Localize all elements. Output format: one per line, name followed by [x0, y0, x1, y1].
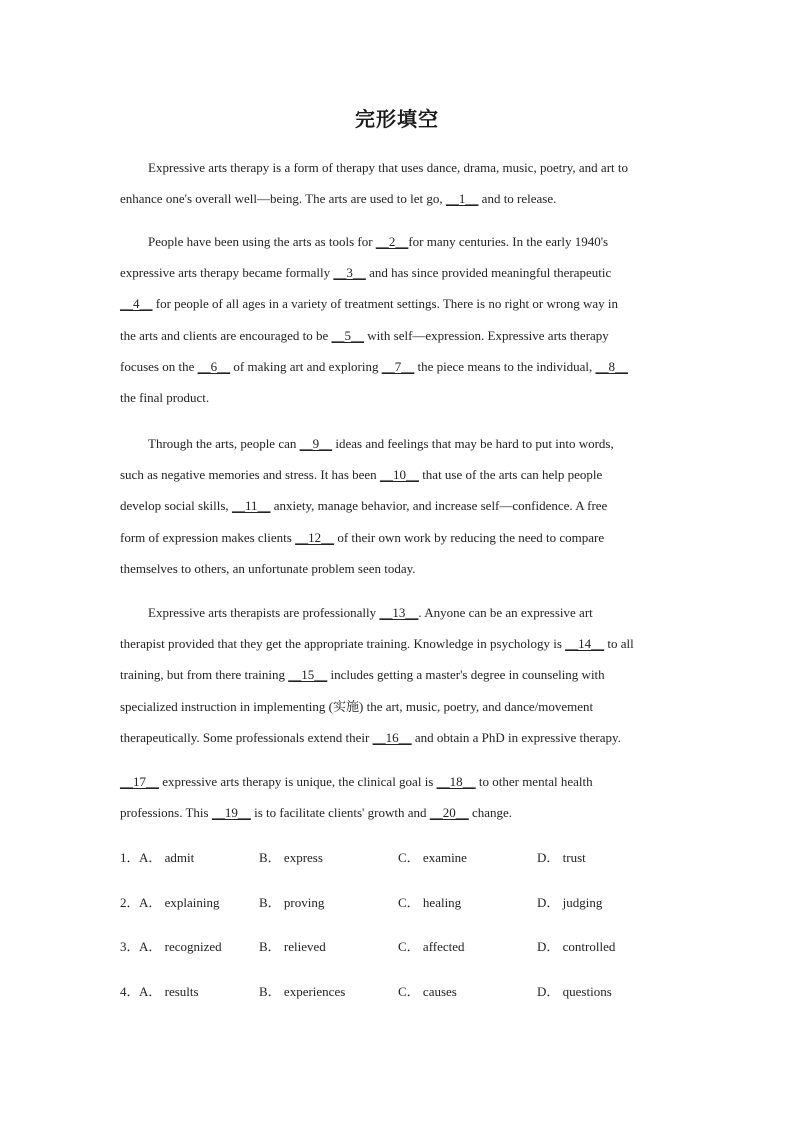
- passage-text: and to release.: [478, 191, 557, 207]
- passage-line: [120, 529, 680, 547]
- blank-16: __16__: [372, 729, 412, 745]
- blank-17: __17__: [120, 774, 159, 789]
- blank-13: __13__: [379, 605, 419, 620]
- option-a: A． results: [139, 984, 199, 999]
- passage-line: [148, 604, 708, 622]
- passage-line: [120, 698, 680, 716]
- passage-text: . Anyone can be an expressive art: [418, 605, 593, 620]
- passage-line: [148, 435, 708, 453]
- blank-2: __2__: [375, 234, 409, 249]
- passage-line: [120, 389, 680, 407]
- passage-text: form of expression makes clients: [120, 529, 296, 545]
- passage-text: focuses on the: [120, 358, 198, 374]
- passage-line: [120, 327, 680, 345]
- passage-text: professions. This: [120, 805, 212, 821]
- passage-text: develop social skills,: [120, 498, 232, 514]
- option-b: B． experiences: [259, 984, 346, 999]
- passage-text: and obtain a PhD in expressive therapy.: [411, 729, 621, 745]
- passage-text: for many centuries. In the early 1940's: [408, 234, 609, 249]
- passage-text: People have been using the arts as tools for: [148, 234, 376, 249]
- passage-text: themselves to others, an unfortunate problem seen today.: [120, 560, 416, 576]
- option-d: D． controlled: [537, 939, 616, 954]
- passage-text: the piece means to the individual,: [414, 358, 596, 374]
- passage-text: Through the arts, people can: [148, 436, 300, 451]
- question-number: 1．: [120, 850, 140, 865]
- option-c: C． examine: [398, 850, 467, 865]
- passage-line: [120, 497, 680, 515]
- passage-line: [120, 804, 680, 822]
- passage-text: that use of the arts can help people: [418, 467, 603, 483]
- passage-text: the final product.: [120, 390, 210, 405]
- passage-text: therapeutically. Some professionals extend their: [120, 729, 373, 745]
- blank-11: __11__: [231, 498, 271, 514]
- passage-text: enhance one's overall well—being. The arts are used to let go,: [120, 191, 446, 207]
- option-d: D． trust: [537, 850, 586, 865]
- option-d: D． questions: [537, 984, 612, 999]
- option-b: B． proving: [259, 895, 325, 910]
- blank-9: __9__: [299, 436, 333, 451]
- passage-text: ideas and feelings that may be hard to put into words,: [332, 436, 614, 451]
- passage-text: training, but from there training: [120, 667, 289, 683]
- passage-line: [120, 190, 680, 208]
- blank-19: __19__: [211, 805, 251, 821]
- blank-18: __18__: [436, 774, 476, 789]
- passage-text: change.: [468, 805, 513, 821]
- blank-15: __15__: [288, 667, 328, 683]
- passage-text: of their own work by reducing the need to compare: [334, 529, 605, 545]
- option-b: B． express: [259, 850, 323, 865]
- passage-line: [120, 773, 680, 791]
- question-number: 4．: [120, 984, 140, 999]
- blank-3: __3__: [333, 265, 366, 281]
- passage-line: [120, 635, 680, 653]
- passage-text: specialized instruction in implementing (实施) the art, music, poetry, and dance/movement: [120, 698, 594, 714]
- passage-text: expressive arts therapy is unique, the clinical goal is: [159, 774, 437, 789]
- passage-text: with self—expression. Expressive arts therapy: [364, 327, 609, 343]
- question-number: 2．: [120, 895, 140, 910]
- option-d: D． judging: [537, 895, 603, 910]
- passage-line: [120, 358, 680, 376]
- passage-line: [120, 560, 680, 578]
- option-c: C． affected: [398, 939, 465, 954]
- passage-text: includes getting a master's degree in counseling with: [327, 667, 605, 683]
- blank-7: __7__: [381, 358, 415, 374]
- passage-text: to other mental health: [475, 774, 593, 789]
- passage-text: Expressive arts therapists are professionally: [148, 605, 380, 620]
- blank-8: __8__: [595, 358, 628, 374]
- passage-line: [120, 264, 680, 282]
- option-a: A． recognized: [139, 939, 222, 954]
- passage-line: [148, 233, 708, 251]
- blank-14: __14__: [565, 636, 605, 652]
- option-a: A． explaining: [139, 895, 220, 910]
- passage-text: is to facilitate clients' growth and: [250, 805, 430, 821]
- passage-line: [120, 295, 680, 313]
- passage-text: of making art and exploring: [230, 358, 382, 374]
- question-number: 3．: [120, 939, 140, 954]
- passage-text: the arts and clients are encouraged to be: [120, 327, 332, 343]
- passage-text: to all: [604, 636, 634, 652]
- blank-5: __5__: [331, 327, 365, 343]
- passage-text: therapist provided that they get the appropriate training. Knowledge in psychology is: [120, 636, 566, 652]
- passage-text: expressive arts therapy became formally: [120, 265, 334, 281]
- passage-line: [120, 466, 680, 484]
- passage-line: [120, 729, 680, 747]
- option-a: A． admit: [139, 850, 195, 865]
- passage-line: [120, 666, 680, 684]
- option-b: B． relieved: [259, 939, 326, 954]
- passage-text: anxiety, manage behavior, and increase self—confidence. A free: [270, 498, 608, 514]
- blank-10: __10__: [379, 467, 419, 483]
- blank-6: __6__: [197, 358, 231, 374]
- option-c: C． causes: [398, 984, 457, 999]
- blank-4: __4__: [120, 296, 153, 312]
- passage-text: such as negative memories and stress. It has been: [120, 467, 380, 483]
- passage-text: and has since provided meaningful therapeutic: [365, 265, 612, 281]
- page-title: 完形填空: [355, 107, 439, 131]
- blank-20: __20__: [429, 805, 469, 821]
- passage-text: Expressive arts therapy is a form of therapy that uses dance, drama, music, poetry, and art to: [148, 160, 628, 175]
- blank-1: __1__: [445, 191, 479, 207]
- blank-12: __12__: [295, 529, 335, 545]
- passage-line: [148, 159, 708, 177]
- passage-text: for people of all ages in a variety of treatment settings. There is no right or wrong way in: [152, 296, 618, 312]
- option-c: C． healing: [398, 895, 462, 910]
